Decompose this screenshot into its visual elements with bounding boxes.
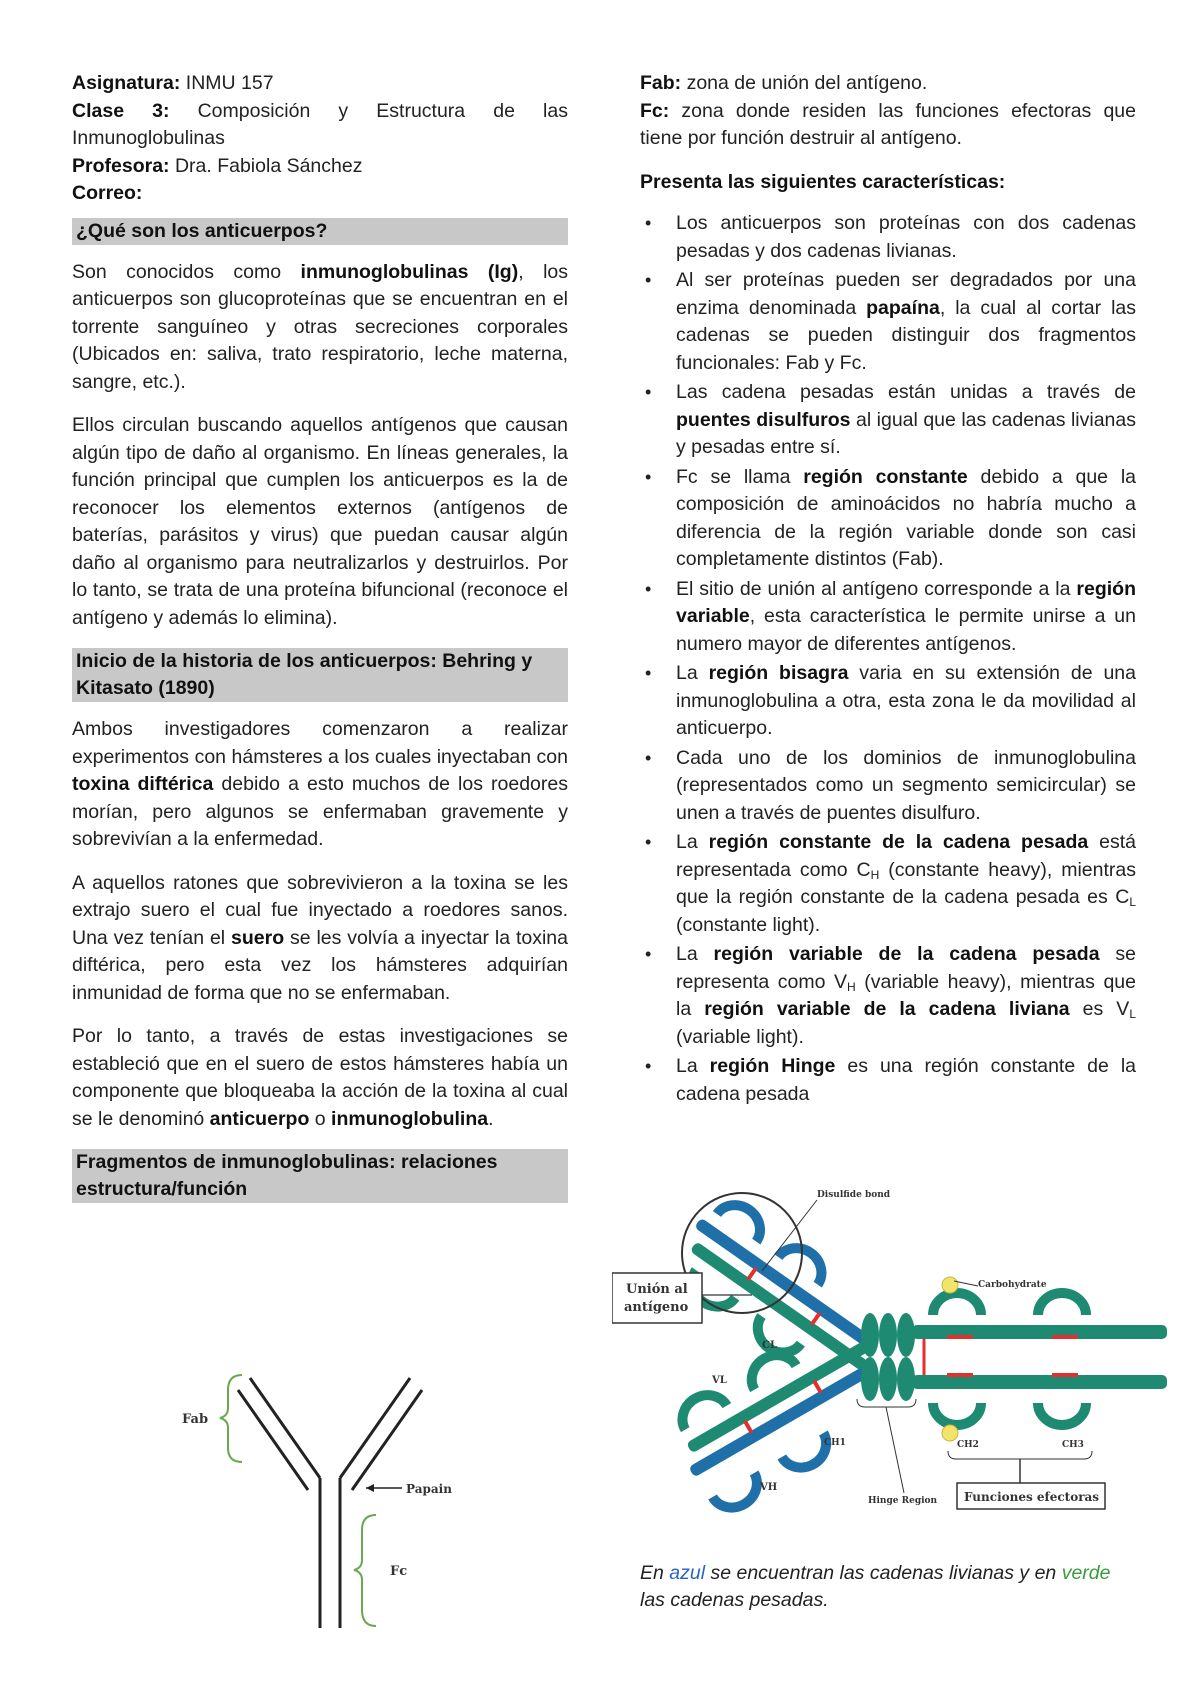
antibody-y-diagram bbox=[180, 1360, 480, 1630]
list-item: • Fc se llama región constante debido a que la composición de aminoácidos no habría mucho a diferencia de la región variable donde son casi completamente distintos (Fab). bbox=[645, 465, 1136, 570]
disulfide-label: Disulfide bond bbox=[817, 1190, 891, 1200]
features-heading: Presenta las siguientes características: bbox=[640, 170, 1006, 193]
list-item: • La región bisagra varia en su extensión de una inmunoglobulina a otra, esta zona le da movilidad al anticuerpo. bbox=[645, 662, 1136, 739]
carbohydrate-bottom bbox=[942, 1425, 958, 1441]
right-arm-inner bbox=[352, 1390, 422, 1490]
section-heading-fragmentos: Fragmentos de inmunoglobulinas: relaciones estructura/función bbox=[72, 1149, 568, 1203]
list-item: • Los anticuerpos son proteínas con dos cadenas pesadas y dos cadenas livianas. bbox=[645, 212, 1136, 262]
fc-brace bbox=[354, 1515, 376, 1626]
section-heading-historia: Inicio de la historia de los anticuerpos: Behring y Kitasato (1890) bbox=[72, 648, 568, 702]
course-meta bbox=[72, 70, 568, 208]
meta-profesora: Profesora: Dra. Fabiola Sánchez bbox=[72, 154, 363, 177]
antibody-domain-diagram bbox=[612, 1185, 1172, 1555]
vl-label: VL bbox=[712, 1375, 727, 1386]
meta-asignatura: Asignatura: INMU 157 bbox=[72, 72, 274, 94]
fab-brace bbox=[220, 1375, 242, 1462]
list-item: • Al ser proteínas pueden ser degradados por una enzima denominada papaína, la cual al cortar las cadenas se pueden distinguir dos fragmentos funcionales: Fab y Fc. bbox=[645, 269, 1136, 374]
ch1-label: CH1 bbox=[824, 1438, 846, 1448]
fab-definition: Fab: zona de unión del antígeno. bbox=[640, 72, 928, 94]
fab-label: Fab bbox=[182, 1412, 209, 1427]
funciones-label: Funciones efectoras bbox=[964, 1490, 1100, 1504]
ch3-label: CH3 bbox=[1062, 1440, 1084, 1450]
features-list bbox=[640, 210, 1136, 1108]
hinge-label: Hinge Region bbox=[868, 1496, 938, 1506]
figure-caption: En azul se encuentran las cadenas livianas y en verde las cadenas pesadas. bbox=[640, 1562, 1111, 1611]
paragraph: Ambos investigadores comenzaron a realizar experimentos con hámsteres a los cuales inyectaban con toxina diftérica debido a esto muchos de los roedores morían, pero algunos se enfermaban gravemente y sobrevivían a la enfermedad. bbox=[72, 718, 568, 850]
union-label-2: antígeno bbox=[624, 1300, 689, 1315]
ch2-label: CH2 bbox=[957, 1440, 979, 1450]
list-item: • La región Hinge es una región constante de la cadena pesada bbox=[645, 1055, 1137, 1105]
papain-label: Papain bbox=[406, 1482, 452, 1496]
vh-label: VH bbox=[760, 1482, 778, 1493]
domain-diagram-svg bbox=[612, 1185, 1172, 1555]
carbohydrate-top bbox=[942, 1277, 958, 1293]
hinge-region bbox=[861, 1313, 915, 1401]
fc-label: Fc bbox=[390, 1564, 408, 1579]
carbohydrate-label: Carbohydrate bbox=[978, 1280, 1047, 1290]
list-item: • La región constante de la cadena pesada está representada como $C_H$ (constante heavy), mientras que la región constante de la cadena pesada es $C_L$ (constante light). bbox=[645, 831, 1137, 936]
light-chain-bar bbox=[694, 1218, 873, 1348]
paragraph: A aquellos ratones que sobrevivieron a la toxina se les extrajo suero el cual fue inyectado a roedores sanos. Una vez tenían el suero se les volvía a inyectar la toxina diftérica, pero esta vez los hámsteres adquirían inmunidad de forma que no se enfermaban. bbox=[72, 871, 568, 1004]
section-heading-anticuerpos: ¿Qué son los anticuerpos? bbox=[72, 218, 568, 245]
paragraph: Son conocidos como inmunoglobulinas (Ig), los anticuerpos son glucoproteínas que se encuentran en el torrente sanguíneo y otras secreciones corporales (Ubicados en: saliva, trato respiratorio, leche materna, sangre, etc.). bbox=[72, 260, 568, 393]
cl-label: CL bbox=[762, 1340, 777, 1351]
fc-definition: Fc: zona donde residen las funciones efectoras que tiene por función destruir al antígeno. bbox=[640, 99, 1136, 149]
right-column bbox=[640, 70, 1136, 1110]
left-arm-outer bbox=[250, 1378, 320, 1478]
union-antigeno-box bbox=[612, 1273, 702, 1323]
paragraph: Ellos circulan buscando aquellos antígenos que causan algún tipo de daño al organismo. En líneas generales, la función principal que cumplen los anticuerpos es la de reconocer los elementos externos (antígenos de baterías, parásitos y virus) que puedan causar algún daño al organismo para neutralizarlos y destruirlos. Por lo tanto, se trata de una proteína bifuncional (reconoce el antígeno y además lo elimina). bbox=[72, 414, 568, 629]
papain-arrowhead bbox=[366, 1484, 374, 1492]
fc-tail bbox=[912, 1277, 1167, 1441]
meta-clase: Clase 3: Composición y Estructura de las Inmunoglobulinas bbox=[72, 99, 568, 149]
right-arm-outer bbox=[340, 1378, 410, 1478]
list-item: • La región variable de la cadena pesada se representa como $V_H$ (variable heavy), mientras que la región variable de la cadena liviana es $V_L$ (variable light). bbox=[645, 943, 1136, 1048]
meta-correo: Correo: bbox=[72, 182, 143, 204]
list-item: • Las cadena pesadas están unidas a través de puentes disulfuros al igual que las cadenas livianas y pesadas entre sí. bbox=[645, 381, 1136, 458]
left-column bbox=[72, 70, 568, 1217]
list-item: • Cada uno de los dominios de inmunoglobulina (representados como un segmento semicircular) se unen a través de puentes disulfuro. bbox=[645, 746, 1136, 824]
union-label-1: Unión al bbox=[626, 1282, 688, 1297]
y-diagram-svg bbox=[180, 1360, 480, 1630]
left-arm-inner bbox=[238, 1390, 308, 1490]
paragraph: Por lo tanto, a través de estas investigaciones se estableció que en el suero de estos hámsteres había un componente que bloqueaba la acción de la toxina al cual se le denominó anticuerpo o inmunoglobulina. bbox=[72, 1025, 568, 1130]
list-item: • El sitio de unión al antígeno corresponde a la región variable, esta característica le permite unirse a un numero mayor de diferentes antígenos. bbox=[645, 577, 1136, 655]
